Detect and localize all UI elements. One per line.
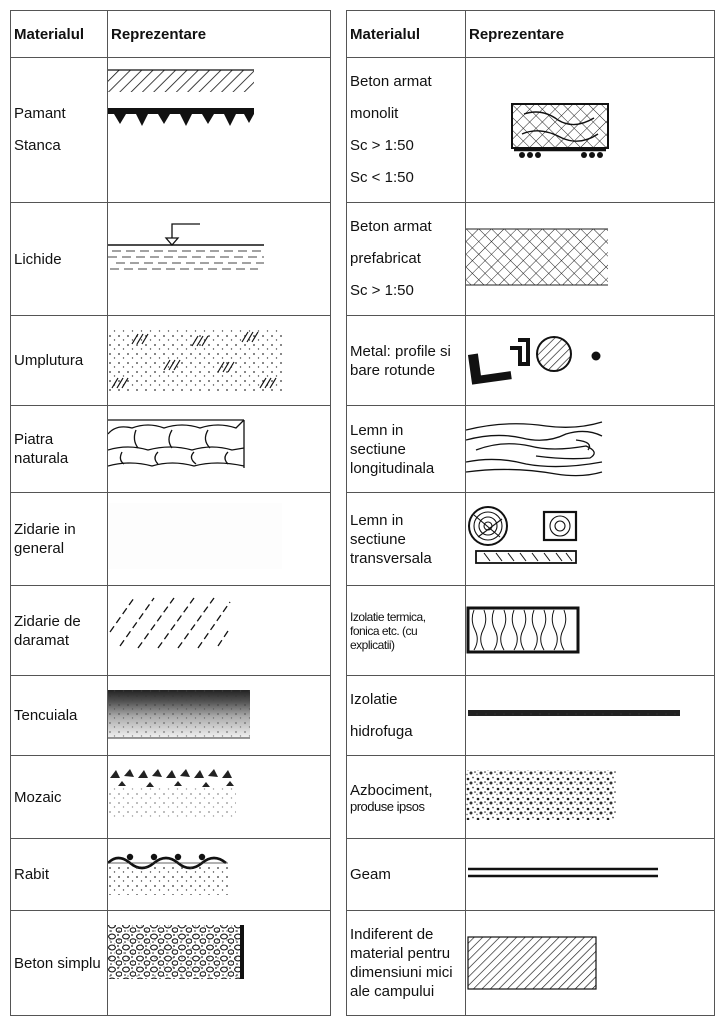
pattern-reinforced-concrete-monolith — [466, 58, 715, 203]
pattern-natural-stone — [108, 406, 331, 493]
pattern-wood-transversal — [466, 493, 715, 586]
pattern-rabitz — [108, 839, 331, 911]
material-name-rabitz: Rabit — [11, 839, 108, 911]
pattern-waterproofing — [466, 676, 715, 756]
pattern-masonry-general — [108, 493, 331, 586]
pattern-soil-rock — [108, 58, 331, 203]
blank-swatch — [108, 493, 331, 585]
material-name-reinforced-concrete-monolith: Beton armat monolit Sc > 1:50 Sc < 1:50 — [347, 58, 466, 203]
stone-masonry-swatch — [108, 406, 331, 492]
material-name-fill: Umplutura — [11, 316, 108, 406]
material-name-plain-concrete: Beton simplu — [11, 911, 108, 1016]
thermal-insulation-swatch — [466, 586, 715, 675]
right-header-representation: Reprezentare — [466, 11, 715, 58]
left-materials-table — [10, 10, 331, 1016]
material-name-demolition-masonry: Zidarie de daramat — [11, 586, 108, 676]
material-name-liquids: Lichide — [11, 203, 108, 316]
soil-rock-hatch-swatch — [108, 58, 331, 202]
material-name-thermal-insulation: Izolatie termica, fonica etc. (cu explicatii) — [347, 586, 466, 676]
material-name-plaster: Tencuiala — [11, 676, 108, 756]
left-header-material: Materialul — [11, 11, 108, 58]
wood-grain-swatch — [466, 406, 715, 492]
left-header-representation: Reprezentare — [108, 11, 331, 58]
material-name-waterproofing: Izolatie hidrofuga — [347, 676, 466, 756]
fill-dots-slashes-swatch — [108, 316, 331, 405]
pattern-mosaic — [108, 756, 331, 839]
right-materials-table — [346, 10, 715, 1016]
pattern-plaster — [108, 676, 331, 756]
material-name-masonry-general: Zidarie in general — [11, 493, 108, 586]
pattern-any-material-small — [466, 911, 715, 1016]
mosaic-triangles-swatch — [108, 756, 331, 838]
material-name-any-material-small: Indiferent de material pentru dimensiuni mici ale campului — [347, 911, 466, 1016]
glass-double-line-swatch — [466, 839, 715, 910]
wire-mesh-dots-swatch — [108, 839, 331, 910]
material-name-reinforced-concrete-precast: Beton armat prefabricat Sc > 1:50 — [347, 203, 466, 316]
material-name-glass: Geam — [347, 839, 466, 911]
material-name-natural-stone: Piatra naturala — [11, 406, 108, 493]
pattern-asbestos-cement — [466, 756, 715, 839]
material-name-wood-transversal: Lemn in sectiune transversala — [347, 493, 466, 586]
pattern-liquids — [108, 203, 331, 316]
pattern-fill — [108, 316, 331, 406]
material-name-mosaic: Mozaic — [11, 756, 108, 839]
material-name-asbestos-cement: Azbociment, produse ipsos — [347, 756, 466, 839]
liquid-waves-swatch — [108, 203, 331, 315]
material-name-metal-profiles: Metal: profile si bare rotunde — [347, 316, 466, 406]
pattern-reinforced-concrete-precast — [466, 203, 715, 316]
pattern-thermal-insulation — [466, 586, 715, 676]
asbestos-speckle-swatch — [466, 756, 715, 838]
diagonal-hatch-swatch — [466, 911, 715, 1015]
pattern-wood-longitudinal — [466, 406, 715, 493]
crosshatch-swatch — [466, 203, 715, 315]
material-name-soil-rock: Pamant Stanca — [11, 58, 108, 203]
material-name-wood-longitudinal: Lemn in sectiune longitudinala — [347, 406, 466, 493]
metal-profiles-swatch — [466, 316, 715, 405]
pattern-metal-profiles — [466, 316, 715, 406]
reinforced-concrete-monolith-swatch — [466, 58, 715, 202]
pattern-demolition-masonry — [108, 586, 331, 676]
plain-concrete-aggregate-swatch — [108, 911, 331, 1015]
pattern-glass — [466, 839, 715, 911]
wood-rings-swatch — [466, 493, 715, 585]
dashed-diagonals-swatch — [108, 586, 331, 675]
right-header-material: Materialul — [347, 11, 466, 58]
waterproofing-line-swatch — [466, 676, 715, 755]
pattern-plain-concrete — [108, 911, 331, 1016]
plaster-gradient-swatch — [108, 676, 331, 755]
